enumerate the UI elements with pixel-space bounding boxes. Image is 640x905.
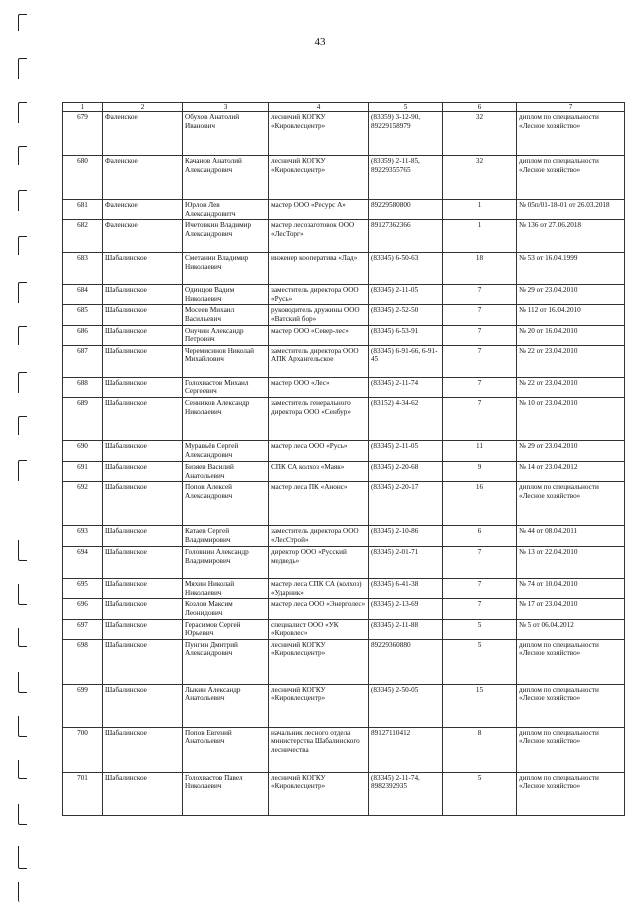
table-row <box>63 397 625 440</box>
experience-cell: 7 <box>443 599 517 619</box>
document-cell: № 74 от 10.04.2010 <box>517 579 625 599</box>
column-header: 7 <box>517 103 625 112</box>
district-cell: Шабалинское <box>103 599 183 619</box>
row-number: 701 <box>63 772 103 815</box>
experience-cell: 18 <box>443 253 517 285</box>
district-cell: Шабалинское <box>103 345 183 377</box>
experience-cell: 15 <box>443 684 517 727</box>
position-cell: заместитель директора ООО «Русь» <box>269 285 369 305</box>
experience-cell: 8 <box>443 727 517 772</box>
phone-cell: (83345) 6-50-63 <box>369 253 443 285</box>
district-cell: Шабалинское <box>103 579 183 599</box>
row-number: 691 <box>63 461 103 481</box>
table-row <box>63 112 625 156</box>
position-cell: лесничий КОГКУ «Кировлесцентр» <box>269 772 369 815</box>
row-number: 690 <box>63 440 103 461</box>
table-row <box>63 772 625 815</box>
experience-cell: 9 <box>443 461 517 481</box>
document-cell: диплом по специальности «Лесное хозяйство» <box>517 112 625 156</box>
experience-cell: 7 <box>443 305 517 325</box>
row-number: 682 <box>63 220 103 253</box>
table-body <box>63 112 625 816</box>
document-cell: № 44 от 08.04.2011 <box>517 526 625 547</box>
phone-cell: (83345) 2-11-88 <box>369 619 443 639</box>
phone-cell: 89229580800 <box>369 200 443 220</box>
column-header: 4 <box>269 103 369 112</box>
position-cell: специалист ООО «УК «Кировлес» <box>269 619 369 639</box>
row-number: 680 <box>63 156 103 200</box>
name-cell: Мосеев Михаил Васильевич <box>183 305 269 325</box>
table-row <box>63 684 625 727</box>
table-row <box>63 305 625 325</box>
table-row <box>63 461 625 481</box>
row-number: 689 <box>63 397 103 440</box>
position-cell: мастер лесозаготовок ООО «ЛесТорг» <box>269 220 369 253</box>
experience-cell: 6 <box>443 526 517 547</box>
row-number: 692 <box>63 482 103 526</box>
phone-cell: (83345) 2-13-69 <box>369 599 443 619</box>
name-cell: Мяхин Николай Николаевич <box>183 579 269 599</box>
name-cell: Онучин Александр Петрович <box>183 325 269 345</box>
row-number: 679 <box>63 112 103 156</box>
district-cell: Шабалинское <box>103 619 183 639</box>
table-row <box>63 345 625 377</box>
table-row <box>63 619 625 639</box>
column-header: 6 <box>443 103 517 112</box>
table-row <box>63 727 625 772</box>
position-cell: руководитель дружины ООО «Ватский бор» <box>269 305 369 325</box>
experience-cell: 32 <box>443 156 517 200</box>
table-row <box>63 156 625 200</box>
district-cell: Фаленское <box>103 200 183 220</box>
document-cell: № 22 от 23.04.2010 <box>517 377 625 397</box>
phone-cell: (83345) 2-20-68 <box>369 461 443 481</box>
header-row <box>63 103 625 112</box>
document-cell: № 5 от 06.04.2012 <box>517 619 625 639</box>
experience-cell: 7 <box>443 325 517 345</box>
phone-cell: (83345) 6-41-38 <box>369 579 443 599</box>
phone-cell: (83345) 2-11-74 <box>369 377 443 397</box>
document-cell: диплом по специальности «Лесное хозяйство» <box>517 482 625 526</box>
name-cell: Попов Евгений Анатольевич <box>183 727 269 772</box>
district-cell: Шабалинское <box>103 377 183 397</box>
position-cell: директор ООО «Русский медведь» <box>269 547 369 579</box>
district-cell: Шабалинское <box>103 397 183 440</box>
table-row <box>63 482 625 526</box>
name-cell: Пунгин Дмитрий Александрович <box>183 639 269 684</box>
table-row <box>63 547 625 579</box>
row-number: 684 <box>63 285 103 305</box>
experience-cell: 32 <box>443 112 517 156</box>
table-row <box>63 579 625 599</box>
experience-cell: 7 <box>443 579 517 599</box>
position-cell: мастер ООО «Север-лес» <box>269 325 369 345</box>
name-cell: Козлов Максим Леонидович <box>183 599 269 619</box>
position-cell: инженер кооператива «Лад» <box>269 253 369 285</box>
district-cell: Шабалинское <box>103 547 183 579</box>
position-cell: заместитель генерального директора ООО «Сенбур» <box>269 397 369 440</box>
table-row <box>63 639 625 684</box>
position-cell: мастер ООО «Ресурс А» <box>269 200 369 220</box>
phone-cell: (83345) 2-20-17 <box>369 482 443 526</box>
experience-cell: 5 <box>443 772 517 815</box>
phone-cell: (83345) 2-50-05 <box>369 684 443 727</box>
name-cell: Сметанин Владимир Николаевич <box>183 253 269 285</box>
phone-cell: (83345) 2-11-05 <box>369 285 443 305</box>
experience-cell: 1 <box>443 200 517 220</box>
district-cell: Шабалинское <box>103 440 183 461</box>
experience-cell: 7 <box>443 345 517 377</box>
row-number: 688 <box>63 377 103 397</box>
phone-cell: (83345) 2-10-86 <box>369 526 443 547</box>
document-cell: № 10 от 23.04.2010 <box>517 397 625 440</box>
row-number: 681 <box>63 200 103 220</box>
district-cell: Шабалинское <box>103 253 183 285</box>
phone-cell: (83345) 2-01-71 <box>369 547 443 579</box>
row-number: 683 <box>63 253 103 285</box>
document-cell: диплом по специальности «Лесное хозяйство» <box>517 727 625 772</box>
name-cell: Качанов Анатолий Александрович <box>183 156 269 200</box>
document-cell: № 22 от 23.04.2010 <box>517 345 625 377</box>
district-cell: Шабалинское <box>103 684 183 727</box>
district-cell: Фаленское <box>103 220 183 253</box>
district-cell: Шабалинское <box>103 325 183 345</box>
row-number: 686 <box>63 325 103 345</box>
position-cell: мастер леса ООО «Энерголес» <box>269 599 369 619</box>
document-cell: диплом по специальности «Лесное хозяйство» <box>517 639 625 684</box>
document-cell: диплом по специальности «Лесное хозяйство» <box>517 684 625 727</box>
phone-cell: (83345) 2-11-74, 8982392935 <box>369 772 443 815</box>
table-row <box>63 325 625 345</box>
binding-edge <box>18 0 48 905</box>
experience-cell: 11 <box>443 440 517 461</box>
column-header: 1 <box>63 103 103 112</box>
phone-cell: (83152) 4-34-62 <box>369 397 443 440</box>
name-cell: Герасимов Сергей Юрьевич <box>183 619 269 639</box>
district-cell: Шабалинское <box>103 772 183 815</box>
document-cell: диплом по специальности «Лесное хозяйство» <box>517 156 625 200</box>
document-cell: диплом по специальности «Лесное хозяйство» <box>517 772 625 815</box>
experience-cell: 7 <box>443 377 517 397</box>
position-cell: заместитель директора ООО АПК Архангельское <box>269 345 369 377</box>
document-cell: № 05п/01-18-01 от 26.03.2018 <box>517 200 625 220</box>
position-cell: начальник лесного отдела министерства Шабалинского лесничества <box>269 727 369 772</box>
row-number: 685 <box>63 305 103 325</box>
name-cell: Обухов Анатолий Иванович <box>183 112 269 156</box>
position-cell: мастер леса ПК «Анонс» <box>269 482 369 526</box>
position-cell: лесничий КОГКУ «Кировлесцентр» <box>269 112 369 156</box>
position-cell: мастер ООО «Лес» <box>269 377 369 397</box>
experience-cell: 5 <box>443 619 517 639</box>
staff-table <box>62 102 625 816</box>
district-cell: Шабалинское <box>103 482 183 526</box>
row-number: 700 <box>63 727 103 772</box>
table-row <box>63 526 625 547</box>
table-row <box>63 440 625 461</box>
position-cell: лесничий КОГКУ «Кировлесцентр» <box>269 639 369 684</box>
document-cell: № 53 от 16.04.1999 <box>517 253 625 285</box>
district-cell: Шабалинское <box>103 285 183 305</box>
table-row <box>63 377 625 397</box>
name-cell: Катаев Сергей Владимирович <box>183 526 269 547</box>
name-cell: Сенников Александр Николаевич <box>183 397 269 440</box>
document-cell: № 29 от 23.04.2010 <box>517 440 625 461</box>
district-cell: Шабалинское <box>103 526 183 547</box>
position-cell: лесничий КОГКУ «Кировлесцентр» <box>269 684 369 727</box>
phone-cell: (83345) 6-53-91 <box>369 325 443 345</box>
district-cell: Фаленское <box>103 112 183 156</box>
document-cell: № 29 от 23.04.2010 <box>517 285 625 305</box>
phone-cell: (83359) 3-12-90, 89229158979 <box>369 112 443 156</box>
column-header: 3 <box>183 103 269 112</box>
name-cell: Ичетовкин Владимир Александрович <box>183 220 269 253</box>
row-number: 698 <box>63 639 103 684</box>
experience-cell: 7 <box>443 547 517 579</box>
name-cell: Одинцов Вадим Николаевич <box>183 285 269 305</box>
experience-cell: 1 <box>443 220 517 253</box>
name-cell: Юрлов Лев Александровитч <box>183 200 269 220</box>
name-cell: Голохвастов Михаил Сергеевич <box>183 377 269 397</box>
experience-cell: 5 <box>443 639 517 684</box>
table-row <box>63 200 625 220</box>
page-number: 43 <box>314 36 326 48</box>
phone-cell: 89229360880 <box>369 639 443 684</box>
district-cell: Шабалинское <box>103 727 183 772</box>
row-number: 699 <box>63 684 103 727</box>
name-cell: Попов Алексей Александрович <box>183 482 269 526</box>
document-cell: № 13 от 22.04.2010 <box>517 547 625 579</box>
phone-cell: (83345) 2-52-50 <box>369 305 443 325</box>
name-cell: Головнин Александр Владимирович <box>183 547 269 579</box>
document-cell: № 14 от 23.04.2012 <box>517 461 625 481</box>
table-row <box>63 220 625 253</box>
position-cell: мастер леса СПК СА (колхоз) «Ударник» <box>269 579 369 599</box>
position-cell: заместитель директора ООО «ЛесСтрой» <box>269 526 369 547</box>
row-number: 695 <box>63 579 103 599</box>
table-row <box>63 285 625 305</box>
phone-cell: 89127362366 <box>369 220 443 253</box>
name-cell: Муравьёв Сергей Александрович <box>183 440 269 461</box>
phone-cell: 89127110412 <box>369 727 443 772</box>
row-number: 694 <box>63 547 103 579</box>
table-row <box>63 253 625 285</box>
district-cell: Шабалинское <box>103 305 183 325</box>
name-cell: Бизяев Василий Анатольевич <box>183 461 269 481</box>
experience-cell: 7 <box>443 285 517 305</box>
district-cell: Шабалинское <box>103 461 183 481</box>
name-cell: Голохвастов Павел Николаевич <box>183 772 269 815</box>
document-cell: № 17 от 23.04.2010 <box>517 599 625 619</box>
row-number: 687 <box>63 345 103 377</box>
position-cell: лесничий КОГКУ «Кировлесцентр» <box>269 156 369 200</box>
position-cell: СПК СА колхоз «Маяк» <box>269 461 369 481</box>
column-header: 5 <box>369 103 443 112</box>
row-number: 696 <box>63 599 103 619</box>
phone-cell: (83345) 6-91-66, 6-91-45 <box>369 345 443 377</box>
position-cell: мастер леса ООО «Русь» <box>269 440 369 461</box>
document-cell: № 112 от 16.04.2010 <box>517 305 625 325</box>
column-header: 2 <box>103 103 183 112</box>
name-cell: Лыкин Александр Анатольевич <box>183 684 269 727</box>
district-cell: Шабалинское <box>103 639 183 684</box>
experience-cell: 7 <box>443 397 517 440</box>
table-row <box>63 599 625 619</box>
row-number: 693 <box>63 526 103 547</box>
row-number: 697 <box>63 619 103 639</box>
document-cell: № 136 от 27.06.2018 <box>517 220 625 253</box>
document-cell: № 20 от 16.04.2010 <box>517 325 625 345</box>
name-cell: Черемисинов Николай Михайлович <box>183 345 269 377</box>
phone-cell: (83359) 2-11-85, 89229355765 <box>369 156 443 200</box>
district-cell: Фаленское <box>103 156 183 200</box>
phone-cell: (83345) 2-11-05 <box>369 440 443 461</box>
experience-cell: 16 <box>443 482 517 526</box>
